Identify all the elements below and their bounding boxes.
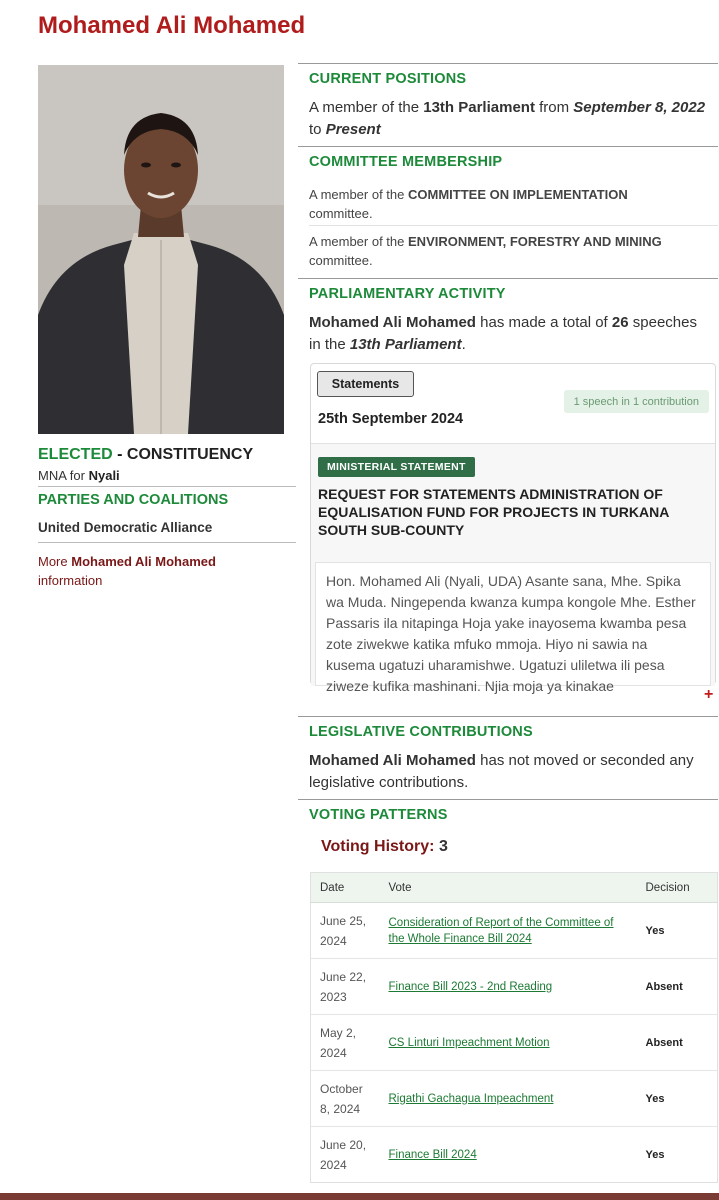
voting-history-count: Voting History: 3	[321, 838, 448, 855]
current-positions-text: A member of the 13th Parliament from September 8, 2022 to Present	[309, 99, 706, 138]
divider	[38, 542, 296, 543]
current-positions-heading: CURRENT POSITIONS	[309, 71, 467, 87]
column-header-decision: Decision	[637, 873, 718, 903]
plus-icon[interactable]: +	[704, 686, 714, 703]
legislative-text: Mohamed Ali Mohamed has not moved or seconded any legislative contributions.	[309, 752, 694, 791]
constituency-text: MNA for Nyali	[38, 468, 120, 483]
vote-link[interactable]: Finance Bill 2024	[388, 1148, 477, 1161]
vote-decision: Yes	[637, 1071, 718, 1127]
voting-heading: VOTING PATTERNS	[309, 807, 448, 823]
divider	[298, 716, 718, 717]
parties-heading: PARTIES AND COALITIONS	[38, 492, 229, 508]
vote-decision: Yes	[637, 903, 718, 959]
vote-date: June 25, 2024	[311, 903, 380, 959]
vote-date: June 22, 2023	[311, 959, 380, 1015]
statement-type-badge: MINISTERIAL STATEMENT	[318, 457, 475, 477]
activity-summary: Mohamed Ali Mohamed has made a total of 26 speeches in the 13th Parliament.	[309, 314, 697, 353]
vote-date: October 8, 2024	[311, 1071, 380, 1127]
statement-title: REQUEST FOR STATEMENTS ADMINISTRATION OF EQUALISATION FUND FOR PROJECTS IN TURKANA SOUTH SUB-COUNTY	[318, 486, 669, 538]
column-header-vote: Vote	[380, 873, 637, 903]
footer-bar	[0, 1193, 719, 1200]
committee-item: A member of the COMMITTEE ON IMPLEMENTATION committee.	[309, 187, 628, 221]
vote-decision: Yes	[637, 1127, 718, 1183]
divider	[38, 486, 296, 487]
vote-decision: Absent	[637, 959, 718, 1015]
elected-label: ELECTED - CONSTITUENCY	[38, 446, 254, 463]
statement-excerpt[interactable]: Hon. Mohamed Ali (Nyali, UDA) Asante sana, Mhe. Spika wa Muda. Ningependa kwanza kumpa kongole Mhe. Esther Passaris ila nitapinga Hoja yake inayosema kwamba pesa zote ziwekwe katika mfuko mmoja. Hiyo ni sawia na kusema ugatuzi uharamishwe. Ugatuzi uliletwa ili pesa ziweze kufika mashinani. Njia moja ya kinakae	[315, 562, 711, 686]
table-row	[311, 903, 718, 959]
speech-card	[310, 363, 716, 694]
legislative-heading: LEGISLATIVE CONTRIBUTIONS	[309, 724, 533, 740]
speech-count-badge: 1 speech in 1 contribution	[564, 390, 709, 413]
party-name: United Democratic Alliance	[38, 520, 213, 535]
committee-item: A member of the ENVIRONMENT, FORESTRY AND MINING committee.	[309, 234, 662, 268]
vote-date: May 2, 2024	[311, 1015, 380, 1071]
vote-link[interactable]: CS Linturi Impeachment Motion	[388, 1036, 550, 1049]
statement-panel	[311, 444, 715, 694]
profile-photo	[38, 65, 284, 434]
vote-date: June 20, 2024	[311, 1127, 380, 1183]
table-row	[311, 1015, 718, 1071]
table-row	[311, 959, 718, 1015]
committee-heading: COMMITTEE MEMBERSHIP	[309, 154, 503, 170]
table-row	[311, 1071, 718, 1127]
vote-link[interactable]: Finance Bill 2023 - 2nd Reading	[388, 980, 553, 993]
vote-link[interactable]: Rigathi Gachagua Impeachment	[388, 1092, 554, 1105]
divider	[298, 63, 718, 64]
divider	[309, 225, 718, 226]
page-title: Mohamed Ali Mohamed	[38, 12, 306, 39]
vote-link[interactable]: Consideration of Report of the Committee of the Whole Finance Bill 2024	[388, 916, 614, 945]
divider	[298, 146, 718, 147]
activity-heading: PARLIAMENTARY ACTIVITY	[309, 286, 506, 302]
divider	[298, 278, 718, 279]
vote-decision: Absent	[637, 1015, 718, 1071]
divider	[298, 799, 718, 800]
speech-date: 25th September 2024	[318, 411, 464, 427]
voting-table	[310, 872, 718, 1183]
column-header-date: Date	[311, 873, 380, 903]
statements-tab[interactable]: Statements	[317, 371, 414, 397]
table-row	[311, 1127, 718, 1183]
more-info-link[interactable]: More Mohamed Ali Mohamed information	[38, 554, 216, 588]
